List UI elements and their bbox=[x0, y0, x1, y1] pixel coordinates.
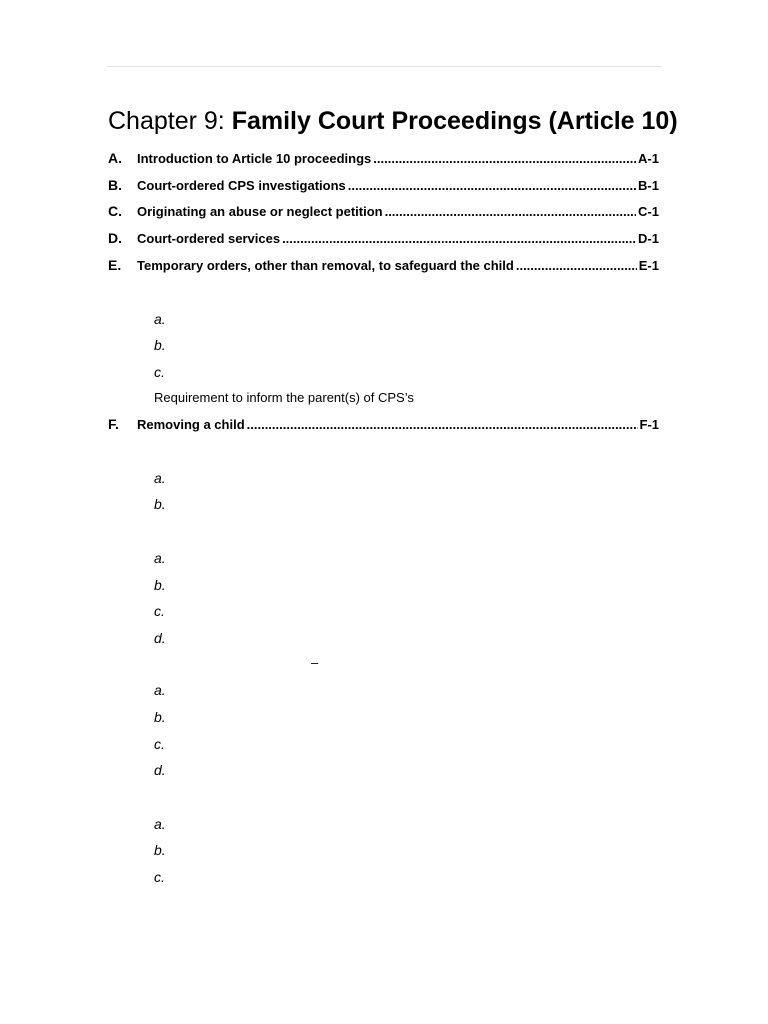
sub-item-a: a. bbox=[154, 682, 166, 698]
toc-entry-e[interactable] bbox=[108, 257, 659, 275]
sub-item-d: d. bbox=[154, 630, 166, 646]
toc-page: A-1 bbox=[638, 151, 659, 166]
toc-letter: B. bbox=[108, 177, 122, 193]
toc-entry-f[interactable] bbox=[108, 416, 659, 434]
toc-page: F-1 bbox=[639, 417, 659, 432]
toc-leader bbox=[247, 417, 638, 432]
sub-item-c: c. bbox=[154, 603, 165, 619]
toc-page: D-1 bbox=[638, 231, 659, 246]
sub-note: Requirement to inform the parent(s) of CPS’s bbox=[154, 390, 414, 405]
sub-item-a: a. bbox=[154, 550, 166, 566]
toc-label: Removing a child bbox=[137, 417, 245, 432]
toc-letter: C. bbox=[108, 203, 122, 219]
sub-item-a: a. bbox=[154, 470, 166, 486]
toc-leader bbox=[373, 151, 636, 166]
sub-item-c: c. bbox=[154, 869, 165, 885]
toc-leader bbox=[348, 178, 636, 193]
toc-page: E-1 bbox=[638, 258, 659, 273]
toc-leader bbox=[385, 204, 636, 219]
toc-letter: D. bbox=[108, 230, 122, 246]
sub-item-b: b. bbox=[154, 577, 166, 593]
sub-item-b: b. bbox=[154, 842, 166, 858]
toc-entry-c[interactable] bbox=[108, 203, 659, 221]
chapter-prefix: Chapter 9: bbox=[108, 107, 225, 135]
toc-entry-d[interactable] bbox=[108, 230, 659, 248]
sub-item-d: d. bbox=[154, 762, 166, 778]
toc-entry-a[interactable] bbox=[108, 150, 659, 168]
sub-item-b: b. bbox=[154, 496, 166, 512]
top-divider bbox=[107, 66, 662, 67]
toc-label: Temporary orders, other than removal, to safeguard the child bbox=[137, 258, 514, 273]
toc-label: Court-ordered services bbox=[137, 231, 281, 246]
sub-item-b: b. bbox=[154, 337, 166, 353]
toc-letter: E. bbox=[108, 257, 122, 273]
toc-label: Introduction to Article 10 proceedings bbox=[137, 151, 372, 166]
toc-label: Court-ordered CPS investigations bbox=[137, 178, 346, 193]
toc-page: B-1 bbox=[638, 178, 659, 193]
dash-mark: – bbox=[311, 655, 319, 670]
sub-item-a: a. bbox=[154, 816, 166, 832]
chapter-title bbox=[108, 104, 678, 138]
chapter-name: Family Court Proceedings (Article 10) bbox=[231, 107, 678, 135]
toc-entry-b[interactable] bbox=[108, 177, 659, 195]
sub-item-b: b. bbox=[154, 709, 166, 725]
toc-letter: A. bbox=[108, 150, 122, 166]
toc-page: C-1 bbox=[638, 204, 659, 219]
toc-leader bbox=[282, 231, 636, 246]
sub-item-c: c. bbox=[154, 364, 165, 380]
toc-letter: F. bbox=[108, 416, 119, 432]
toc-leader bbox=[516, 258, 637, 273]
toc-label: Originating an abuse or neglect petition bbox=[137, 204, 383, 219]
sub-item-c: c. bbox=[154, 736, 165, 752]
sub-item-a: a. bbox=[154, 311, 166, 327]
